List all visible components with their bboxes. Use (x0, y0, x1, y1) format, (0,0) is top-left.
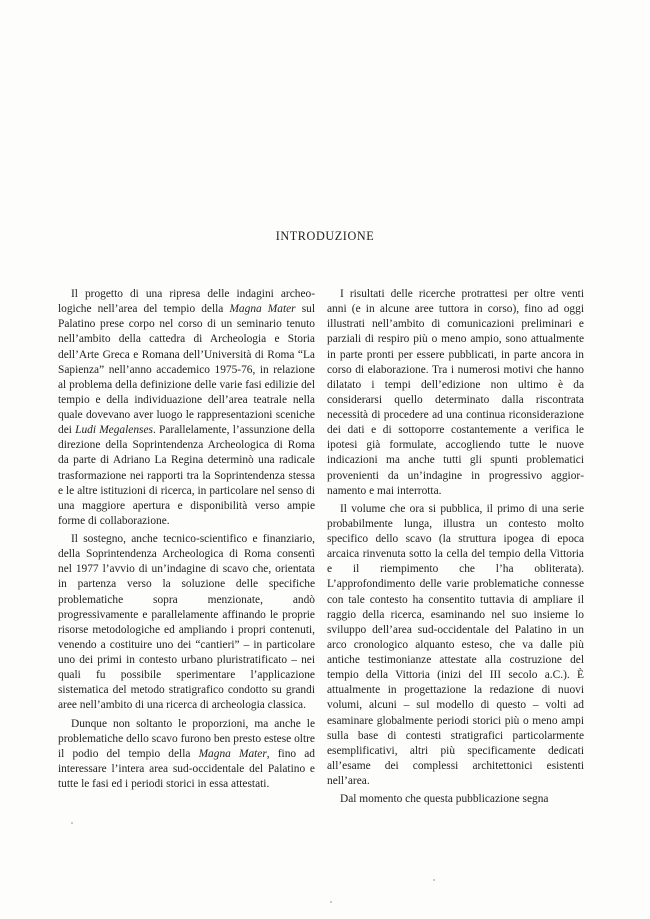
paragraph-text: I risultati delle ricerche protrattesi per oltre venti anni (e in alcune aree tuttora in corso), fino ad oggi illustrati nell’ambito di comunicazioni preliminari e parziali di respiro più o meno ampio, sono attualmente in parte pronti per essere pubblicati, in parte ancora in corso di elaborazione. Tra i numerosi motivi che hanno dilatato i tempi dell’edizione non ultimo è da considerarsi quello determinato dalla riscontrata necessità di procedere ad una continua riconsiderazione dei dati e di sottoporre costantemente a verifica le ipotesi già formulate, accogliendo tutte le nuove indicazioni ma anche tutti gli spunti problematici provenienti da un’indagine in progressivo aggiornamento e mai interrotta. (327, 288, 584, 497)
paragraph (327, 792, 584, 807)
paragraph-text: Dunque non soltanto le proporzioni, ma anche le problematiche dello scavo furono ben presto estese oltre il podio del tempio della (58, 717, 315, 760)
paragraph-text: Il volume che ora si pubblica, il primo di una serie probabilmente lunga, illustra un contesto molto specifico dello scavo (la struttura ipogea di epoca arcaica rinvenuta sotto la cella del tempio della Vittoria e il riempimento che l’ha obliterata). L’approfondimento delle varie problematiche connesse con tale contesto ha consentito tuttavia di ampliare il raggio della ricerca, esaminando nel suo insieme lo sviluppo dell’area sud-occidentale del Palatino in un arco cronologico alquanto esteso, che va dalle più antiche testimonianze attestate alla costruzione del tempio della Vittoria (inizi del III secolo a.C.). È attualmente in progettazione la redazione di nuovi volumi, alcuni – sul modello di questo – volti ad esaminare globalmente periodi storici più o meno ampi sulla base di contesti stratigrafici particolarmente esemplificativi, altri più specificamente dedicati all’esame dei complessi architettonici esistenti nell’area. (327, 502, 584, 787)
paragraph-text: Dal momento che questa pubblicazione segna (340, 793, 549, 806)
paper-speck (71, 822, 73, 824)
italic-text: Ludi Megalenses (75, 424, 153, 437)
paper-speck (433, 879, 435, 881)
italic-text: Magna Mater (229, 303, 296, 316)
paragraph (327, 287, 584, 499)
paragraph-text: Il sostegno, anche tecnico-scientifico e finanziario, della Soprintendenza Archeologica di Roma consentì nel 1977 l’avvio di un’indagine di scavo che, orientata in partenza verso la soluzione delle specifiche problematiche sopra menzionate, andò progressivamente e parallelamente affinando le proprie risorse metodologiche ed ampliando i propri contenuti, venendo a costituire uno dei “cantieri” – in particolare uno dei primi in contesto urbano pluristratificato – nei quali fu possibile sperimentare l’applicazione sistematica del metodo stratigrafico condotto su grandi aree nell’ambito di una ricerca di archeologia classica. (58, 533, 315, 712)
paragraph (58, 717, 315, 793)
paragraph-text: . Parallelamente, l’assunzione della direzione della Soprintendenza Archeologica di Roma da parte di Adriano La Regina determinò una radicale trasformazione nei rapporti tra la Soprintendenza stessa e le altre istituzioni di ricerca, in particolare nel senso di una maggiore apertura e disponibilità verso ampie forme di collaborazione. (58, 424, 315, 527)
paper-speck (330, 901, 332, 903)
italic-text: Magna Mater (198, 747, 267, 760)
paragraph-text: sul Palatino prese corpo nel corso di un seminario tenuto nell’ambito della cattedra di Archeologia e Storia dell’Arte Greca e Romana dell’Università di Roma “La Sapienza” nell’anno accademico 1975-76, in relazione al problema della definizione delle varie fasi edilizie del tempio e della individuazione dell’area teatrale nella quale dovevano aver luogo le rappresentazioni sceniche dei (58, 303, 315, 437)
paragraph-text: , fino ad interessare l’intera area sud-occidentale del Palatino e tutte le fasi ed i periodi storici in essa attestati. (58, 747, 315, 790)
page-title: INTRODUZIONE (275, 229, 375, 243)
right-text-column (327, 287, 584, 810)
paragraph (327, 502, 584, 789)
left-text-column (58, 287, 315, 795)
paragraph (58, 532, 315, 714)
paragraph-text: Il progetto di una ripresa delle indagini archeologiche nell’area del tempio della (58, 288, 315, 316)
paragraph (58, 287, 315, 529)
